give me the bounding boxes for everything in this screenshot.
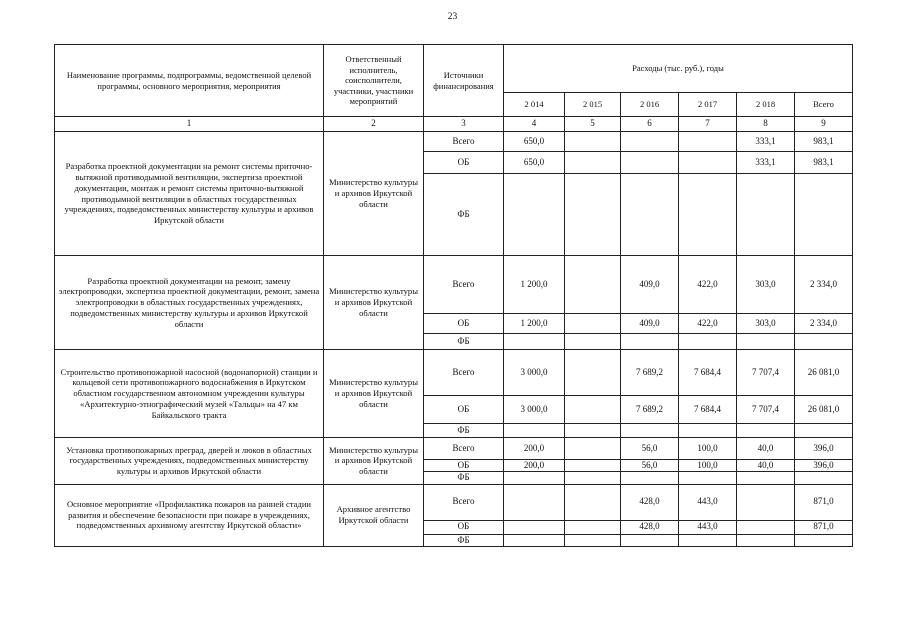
funding-source: ФБ: [424, 472, 504, 484]
funding-source: ФБ: [424, 424, 504, 438]
year-value: [679, 152, 737, 174]
budget-table: [54, 44, 853, 547]
year-value: [679, 174, 737, 256]
funding-source: Всего: [424, 256, 504, 314]
year-value: [565, 424, 621, 438]
year-value: 1 200,0: [504, 256, 565, 314]
funding-source: ОБ: [424, 460, 504, 472]
column-number: 9: [795, 117, 853, 132]
year-value: [679, 132, 737, 152]
year-value: [679, 472, 737, 484]
year-value: [504, 334, 565, 350]
year-value: 443,0: [679, 520, 737, 534]
year-value: [504, 472, 565, 484]
year-value: [504, 174, 565, 256]
year-value: 1 200,0: [504, 314, 565, 334]
year-value: [565, 484, 621, 520]
year-value: [504, 424, 565, 438]
funding-source: ОБ: [424, 152, 504, 174]
year-value: [737, 534, 795, 546]
activity-name: Установка противопожарных преград, дверей и люков в областных государственных учреждениях, подведомственных министерству культуры и архивов Иркутской области: [55, 438, 324, 485]
activity-name: Основное мероприятие «Профилактика пожаров на ранней стадии развития и обеспечение безопасности при пожаре в учреждениях, подведомственных архивному агентству Иркутской области»: [55, 484, 324, 546]
header-name: Наименование программы, подпрограммы, ведомственной целевой программы, основного мероприятия, мероприятия: [55, 45, 324, 117]
year-value: [504, 534, 565, 546]
funding-source: Всего: [424, 350, 504, 396]
year-value: 443,0: [679, 484, 737, 520]
header-total: Всего: [795, 93, 853, 117]
year-value: [737, 174, 795, 256]
funding-source: Всего: [424, 438, 504, 460]
year-value: [565, 472, 621, 484]
year-value: 56,0: [621, 460, 679, 472]
year-value: [504, 484, 565, 520]
year-value: [621, 424, 679, 438]
year-value: 303,0: [737, 256, 795, 314]
year-value: [565, 350, 621, 396]
year-value: [679, 534, 737, 546]
activity-responsible: Министерство культуры и архивов Иркутской области: [324, 256, 424, 350]
year-value: 3 000,0: [504, 396, 565, 424]
year-value: [565, 314, 621, 334]
header-year: 2 014: [504, 93, 565, 117]
year-value: [565, 520, 621, 534]
column-number: 3: [424, 117, 504, 132]
year-value: [565, 396, 621, 424]
total-value: [795, 472, 853, 484]
column-number-row: [55, 117, 853, 132]
funding-source: ОБ: [424, 396, 504, 424]
column-number: 4: [504, 117, 565, 132]
table-row: [55, 132, 853, 152]
header-expenses: Расходы (тыс. руб.), годы: [504, 45, 853, 93]
year-value: [565, 534, 621, 546]
total-value: 871,0: [795, 520, 853, 534]
header-year: 2 016: [621, 93, 679, 117]
activity-name: Разработка проектной документации на ремонт системы приточно-вытяжной противодымной вентиляции, экспертиза проектной документации, монтаж и ремонт системы приточно-вытяжной противодымной вентиляции в областных государственных учреждениях, подведомственных министерству культуры и архивов Иркутской области: [55, 132, 324, 256]
year-value: 56,0: [621, 438, 679, 460]
year-value: 409,0: [621, 314, 679, 334]
column-number: 5: [565, 117, 621, 132]
year-value: 7 707,4: [737, 350, 795, 396]
year-value: [504, 520, 565, 534]
table-row: [55, 256, 853, 314]
activity-responsible: Архивное агентство Иркутской области: [324, 484, 424, 546]
year-value: 7 689,2: [621, 396, 679, 424]
header-year: 2 017: [679, 93, 737, 117]
year-value: 422,0: [679, 256, 737, 314]
year-value: 40,0: [737, 438, 795, 460]
activity-responsible: Министерство культуры и архивов Иркутской области: [324, 438, 424, 485]
column-number: 6: [621, 117, 679, 132]
year-value: 40,0: [737, 460, 795, 472]
total-value: [795, 334, 853, 350]
year-value: [737, 334, 795, 350]
year-value: 303,0: [737, 314, 795, 334]
funding-source: ФБ: [424, 174, 504, 256]
total-value: [795, 424, 853, 438]
year-value: [621, 534, 679, 546]
year-value: 200,0: [504, 438, 565, 460]
year-value: [621, 472, 679, 484]
year-value: 100,0: [679, 460, 737, 472]
year-value: [621, 132, 679, 152]
year-value: [679, 334, 737, 350]
header-year: 2 015: [565, 93, 621, 117]
funding-source: ОБ: [424, 520, 504, 534]
table-row: [55, 350, 853, 396]
year-value: [565, 174, 621, 256]
total-value: 871,0: [795, 484, 853, 520]
total-value: [795, 174, 853, 256]
activity-name: Разработка проектной документации на ремонт, замену электропроводки, экспертиза проектной документации, ремонт, замена электропроводки в областных государственных учреждениях, подведомственных министерству культуры и архивов Иркутской области: [55, 256, 324, 350]
year-value: [565, 438, 621, 460]
year-value: 3 000,0: [504, 350, 565, 396]
header-responsible: Ответственный исполнитель, соисполнители, участники, участники мероприятий: [324, 45, 424, 117]
year-value: 409,0: [621, 256, 679, 314]
year-value: [621, 334, 679, 350]
year-value: [565, 132, 621, 152]
total-value: 396,0: [795, 438, 853, 460]
year-value: 7 684,4: [679, 396, 737, 424]
year-value: 650,0: [504, 132, 565, 152]
year-value: 7 689,2: [621, 350, 679, 396]
total-value: 396,0: [795, 460, 853, 472]
total-value: 26 081,0: [795, 350, 853, 396]
budget-body: [55, 132, 853, 547]
funding-source: Всего: [424, 132, 504, 152]
year-value: [565, 152, 621, 174]
activity-name: Строительство противопожарной насосной (водонапорной) станции и кольцевой сети противопожарного водоснабжения в Иркутском областном государственном автономном учреждении культуры «Архитектурно-этнографический музей «Тальцы» на 47 км Байкальского тракта: [55, 350, 324, 438]
total-value: 983,1: [795, 152, 853, 174]
year-value: 100,0: [679, 438, 737, 460]
year-value: 7 684,4: [679, 350, 737, 396]
total-value: 26 081,0: [795, 396, 853, 424]
year-value: [737, 424, 795, 438]
year-value: 200,0: [504, 460, 565, 472]
funding-source: ОБ: [424, 314, 504, 334]
column-number: 2: [324, 117, 424, 132]
year-value: 333,1: [737, 132, 795, 152]
year-value: [565, 334, 621, 350]
total-value: 2 334,0: [795, 314, 853, 334]
year-value: [737, 484, 795, 520]
total-value: 2 334,0: [795, 256, 853, 314]
year-value: 428,0: [621, 484, 679, 520]
column-number: 7: [679, 117, 737, 132]
table-row: [55, 484, 853, 520]
year-value: [565, 460, 621, 472]
year-value: 333,1: [737, 152, 795, 174]
column-number: 8: [737, 117, 795, 132]
year-value: [621, 174, 679, 256]
funding-source: Всего: [424, 484, 504, 520]
page-number: 23: [447, 12, 458, 22]
year-value: [621, 152, 679, 174]
total-value: 983,1: [795, 132, 853, 152]
year-value: [565, 256, 621, 314]
activity-responsible: Министерство культуры и архивов Иркутской области: [324, 132, 424, 256]
year-value: 7 707,4: [737, 396, 795, 424]
year-value: [737, 520, 795, 534]
column-number: 1: [55, 117, 324, 132]
year-value: 650,0: [504, 152, 565, 174]
funding-source: ФБ: [424, 534, 504, 546]
activity-responsible: Министерство культуры и архивов Иркутской области: [324, 350, 424, 438]
funding-source: ФБ: [424, 334, 504, 350]
year-value: [737, 472, 795, 484]
table-row: [55, 438, 853, 460]
year-value: [679, 424, 737, 438]
total-value: [795, 534, 853, 546]
header-sources: Источники финансирования: [424, 45, 504, 117]
year-value: 428,0: [621, 520, 679, 534]
header-year: 2 018: [737, 93, 795, 117]
year-value: 422,0: [679, 314, 737, 334]
